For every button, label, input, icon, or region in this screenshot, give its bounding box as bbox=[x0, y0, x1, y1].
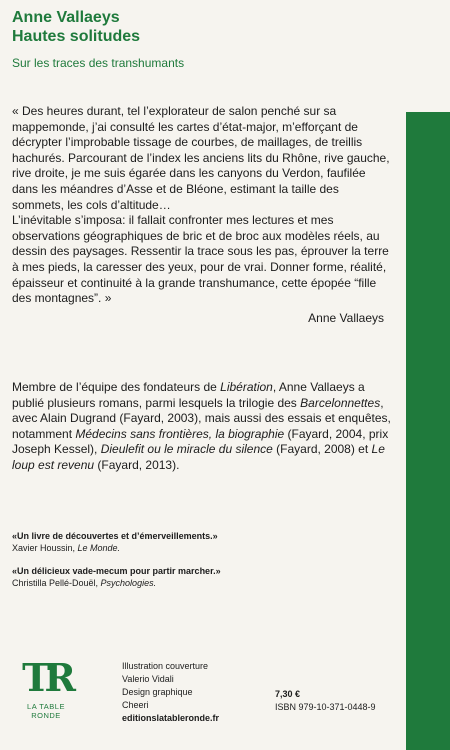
review-item bbox=[12, 530, 392, 554]
isbn: ISBN 979-10-371-0448-9 bbox=[275, 702, 376, 712]
credit-line: Illustration couverture bbox=[122, 661, 209, 671]
publisher-logo-icon: TR bbox=[22, 655, 70, 700]
bio-text: (Fayard, 2013). bbox=[94, 457, 180, 472]
bio-title: Dieulefit ou le miracle du silence bbox=[100, 442, 273, 457]
bio-text: , avec Alain Dugrand (Fayard, 2003), mais aussi des essais et enquêtes, notamment bbox=[12, 395, 391, 441]
bio-text: , Anne Vallaeys a publié plusieurs romans, parmi lesquels la trilogie des bbox=[12, 380, 365, 410]
review-quote: «Un délicieux vade-mecum pour partir marcher.» bbox=[12, 566, 221, 576]
bio-title: Barcelonnettes bbox=[300, 395, 381, 410]
book-title: Hautes solitudes bbox=[12, 28, 141, 45]
header bbox=[12, 8, 392, 71]
bio-title: Libération bbox=[220, 380, 273, 394]
publisher-logo bbox=[14, 656, 78, 720]
review-quote: «Un livre de découvertes et d’émerveillements.» bbox=[12, 531, 218, 541]
bio-title: Médecins sans frontières, la biographie bbox=[75, 426, 285, 441]
credit-line: Cheeri bbox=[122, 700, 149, 710]
back-cover-footer bbox=[0, 654, 406, 750]
quote-paragraph: L’inévitable s’imposa: il fallait confronter mes lectures et mes observations géographiques de bric et de broc aux modèles réels, au dessin des paysages. Ressentir la trace sous les pas, éprouver la terre à mes pieds, la caresser des yeux, pour de vrai. Donner forme, réalité, épaisseur et continuité à la grande transhumance, cette épopée “fille des montagnes”. » bbox=[12, 213, 389, 306]
review-item bbox=[12, 565, 392, 589]
review-author: Xavier Houssin, bbox=[12, 543, 78, 553]
book-subtitle: Sur les traces des transhumants bbox=[12, 56, 185, 70]
press-reviews bbox=[12, 530, 392, 600]
price: 7,30 € bbox=[275, 689, 301, 699]
publisher-name: LA TABLE RONDE bbox=[27, 702, 65, 720]
excerpt-quote bbox=[12, 104, 392, 326]
review-source: Le Monde. bbox=[77, 543, 121, 553]
quote-paragraph: « Des heures durant, tel l’explorateur de salon penché sur sa mappemonde, j’ai consulté les cartes d’état-major, m’efforçant de décrypter l’improbable tissage de courbes, de maillages, de treillis hachurés. Parcourant de l’index les anciens lits du Rhône, rive gauche, rive droite, je me suis égarée dans les canyons du Verdon, faufilée dans les méandres d’Asse et de Bléone, estimant la taille des sommets, les cols d’altitude… bbox=[12, 104, 390, 212]
publisher-url: editionslatableronde.fr bbox=[122, 713, 220, 723]
review-attribution bbox=[12, 577, 392, 589]
bio-text: (Fayard, 2008) et bbox=[272, 442, 372, 457]
quote-signature: Anne Vallaeys bbox=[308, 310, 384, 325]
review-attribution bbox=[12, 542, 392, 554]
credit-line: Design graphique bbox=[122, 687, 193, 697]
green-side-band bbox=[406, 112, 450, 750]
cover-credits bbox=[122, 660, 219, 725]
price-isbn bbox=[275, 688, 376, 714]
review-author: Christilla Pellé-Douël, bbox=[12, 578, 101, 588]
bio-text: (Fayard, 2004, prix Joseph Kessel), bbox=[12, 426, 389, 457]
author-biography bbox=[12, 380, 396, 474]
author-name: Anne Vallaeys bbox=[12, 9, 120, 26]
review-source: Psychologies. bbox=[100, 578, 157, 588]
bio-text: Membre de l’équipe des fondateurs de bbox=[12, 380, 221, 394]
bio-title: Le loup est revenu bbox=[12, 442, 385, 472]
credit-line: Valerio Vidali bbox=[122, 674, 174, 684]
